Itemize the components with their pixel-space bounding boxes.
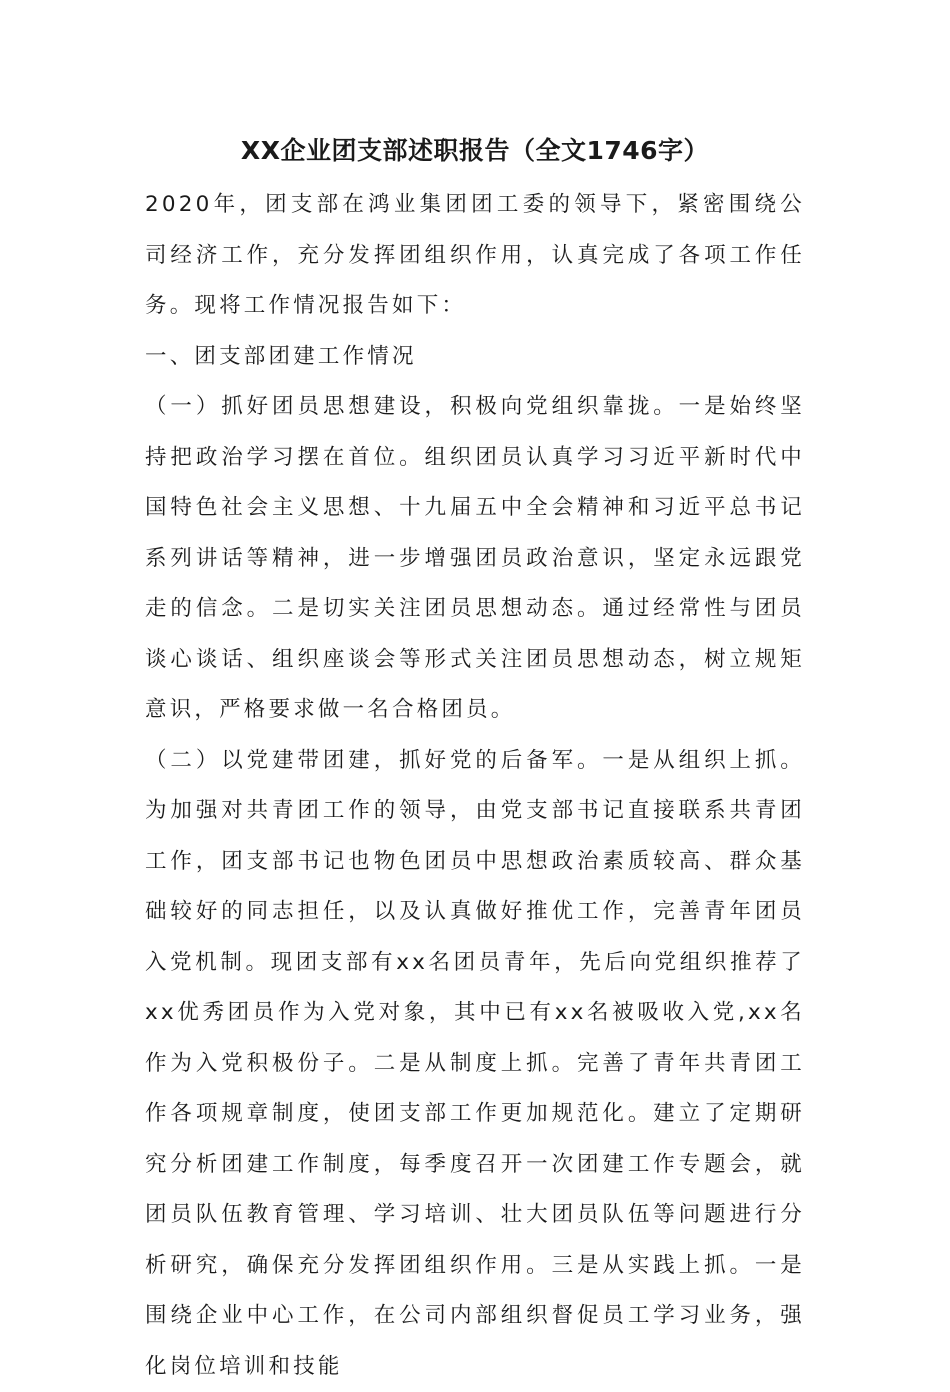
section-heading: 一、团支部团建工作情况 — [145, 332, 805, 383]
intro-paragraph: 2020年，团支部在鸿业集团团工委的领导下，紧密围绕公司经济工作，充分发挥团组织作用，认真完成了各项工作任务。现将工作情况报告如下： — [145, 180, 805, 332]
subsection-paragraph-1: （一）抓好团员思想建设，积极向党组织靠拢。一是始终坚持把政治学习摆在首位。组织团员认真学习习近平新时代中国特色社会主义思想、十九届五中全会精神和习近平总书记系列讲话等精神，进一步增强团员政治意识，坚定永远跟党走的信念。二是切实关注团员思想动态。通过经常性与团员谈心谈话、组织座谈会等形式关注团员思想动态，树立规矩意识，严格要求做一名合格团员。 — [145, 382, 805, 736]
document-body — [145, 180, 805, 1392]
subsection-paragraph-2: （二）以党建带团建，抓好党的后备军。一是从组织上抓。为加强对共青团工作的领导，由党支部书记直接联系共青团工作，团支部书记也物色团员中思想政治素质较高、群众基础较好的同志担任，以及认真做好推优工作，完善青年团员入党机制。现团支部有xx名团员青年，先后向党组织推荐了xx优秀团员作为入党对象，其中已有xx名被吸收入党,xx名作为入党积极份子。二是从制度上抓。完善了青年共青团工作各项规章制度，使团支部工作更加规范化。建立了定期研究分析团建工作制度，每季度召开一次团建工作专题会，就团员队伍教育管理、学习培训、壮大团员队伍等问题进行分析研究，确保充分发挥团组织作用。三是从实践上抓。一是围绕企业中心工作，在公司内部组织督促员工学习业务，强化岗位培训和技能 — [145, 736, 805, 1392]
document-title: XX企业团支部述职报告（全文1746字） — [0, 133, 950, 169]
